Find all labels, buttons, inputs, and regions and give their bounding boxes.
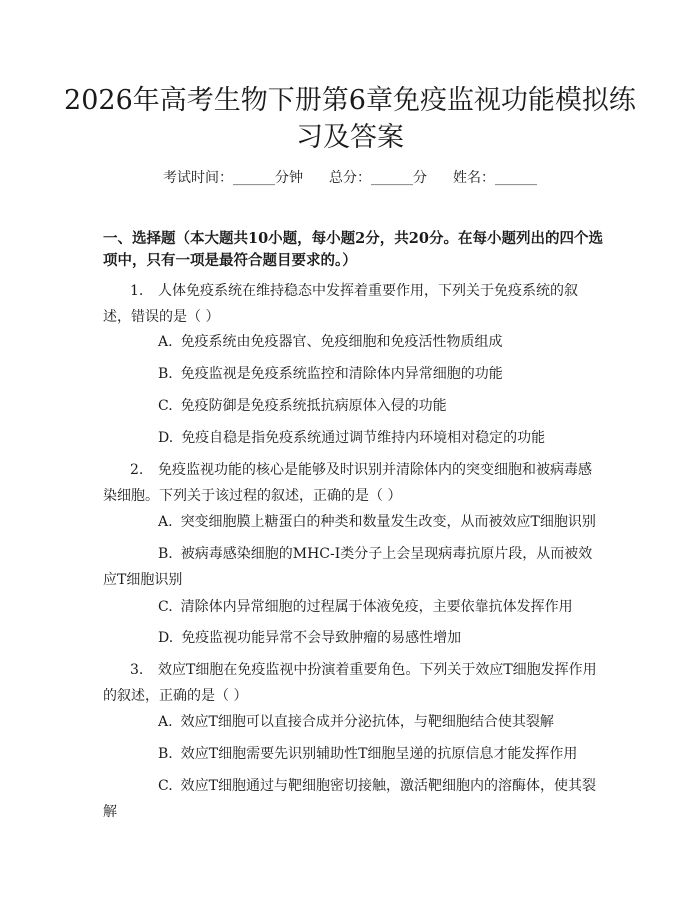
option-letter: C.	[158, 778, 173, 794]
option-text: 免疫监视是免疫系统监控和清除体内异常细胞的功能	[180, 366, 503, 382]
option-text: 免疫自稳是指免疫系统通过调节维持内环境相对稳定的功能	[181, 430, 546, 446]
question-3	[103, 657, 598, 709]
option-letter: B.	[158, 366, 173, 382]
document-title: 2026年高考生物下册第6章免疫监视功能模拟练习及答案	[64, 85, 636, 153]
question-1-option-d	[103, 425, 598, 451]
option-text: 效应T细胞可以直接合成并分泌抗体，与靶细胞结合使其裂解	[180, 714, 554, 730]
exam-time-field: 考试时间：______分钟	[163, 170, 303, 186]
option-text: 免疫监视功能异常不会导致肿瘤的易感性增加	[181, 630, 462, 646]
option-letter: A.	[158, 714, 173, 730]
total-score-field: 总分：______分	[329, 170, 427, 186]
question-3-option-a	[103, 709, 598, 735]
question-3-option-c	[103, 773, 598, 825]
option-text: 效应T细胞需要先识别辅助性T细胞呈递的抗原信息才能发挥作用	[180, 746, 578, 762]
option-letter: B.	[158, 746, 173, 762]
option-letter: D.	[158, 630, 174, 646]
question-2	[103, 457, 598, 509]
option-text: 免疫防御是免疫系统抵抗病原体入侵的功能	[180, 398, 447, 414]
option-letter: A.	[158, 334, 173, 350]
question-2-option-a	[103, 509, 598, 535]
student-name-field: 姓名：______	[453, 170, 537, 186]
question-2-option-c	[103, 594, 598, 620]
option-letter: C.	[158, 599, 173, 615]
question-number: 3.	[130, 662, 144, 678]
option-text: 突变细胞膜上糖蛋白的种类和数量发生改变，从而被效应T细胞识别	[180, 514, 596, 530]
option-letter: C.	[158, 398, 173, 414]
option-text: 清除体内异常细胞的过程属于体液免疫，主要依靠抗体发挥作用	[180, 599, 573, 615]
option-letter: D.	[158, 430, 174, 446]
option-text: 效应T细胞通过与靶细胞密切接触，激活靶细胞内的溶酶体，使其裂解	[103, 778, 597, 820]
question-1-option-c	[103, 393, 598, 419]
question-2-option-d	[103, 625, 598, 651]
option-letter: A.	[158, 514, 173, 530]
question-stem: 效应T细胞在免疫监视中扮演着重要角色。下列关于效应T细胞发挥作用的叙述，正确的是（ ）	[103, 662, 597, 704]
option-letter: B.	[158, 546, 173, 562]
exam-info-line	[0, 168, 700, 188]
option-text: 免疫系统由免疫器官、免疫细胞和免疫活性物质组成	[180, 334, 503, 350]
question-1	[103, 278, 598, 330]
question-stem: 人体免疫系统在维持稳态中发挥着重要作用，下列关于免疫系统的叙述，错误的是（ ）	[103, 283, 578, 325]
section-heading: 一、选择题（本大题共10小题，每小题2分，共20分。在每小题列出的四个选项中，只有一项是最符合题目要求的。）	[103, 230, 603, 269]
question-number: 1.	[130, 283, 144, 299]
question-stem: 免疫监视功能的核心是能够及时识别并清除体内的突变细胞和被病毒感染细胞。下列关于该过程的叙述，正确的是（ ）	[103, 462, 592, 504]
question-1-option-a	[103, 329, 598, 355]
question-3-option-b	[103, 741, 598, 767]
question-2-option-b	[103, 541, 598, 593]
question-number: 2.	[130, 462, 144, 478]
question-1-option-b	[103, 361, 598, 387]
option-text: 被病毒感染细胞的MHC-I类分子上会呈现病毒抗原片段，从而被效应T细胞识别	[103, 546, 593, 588]
